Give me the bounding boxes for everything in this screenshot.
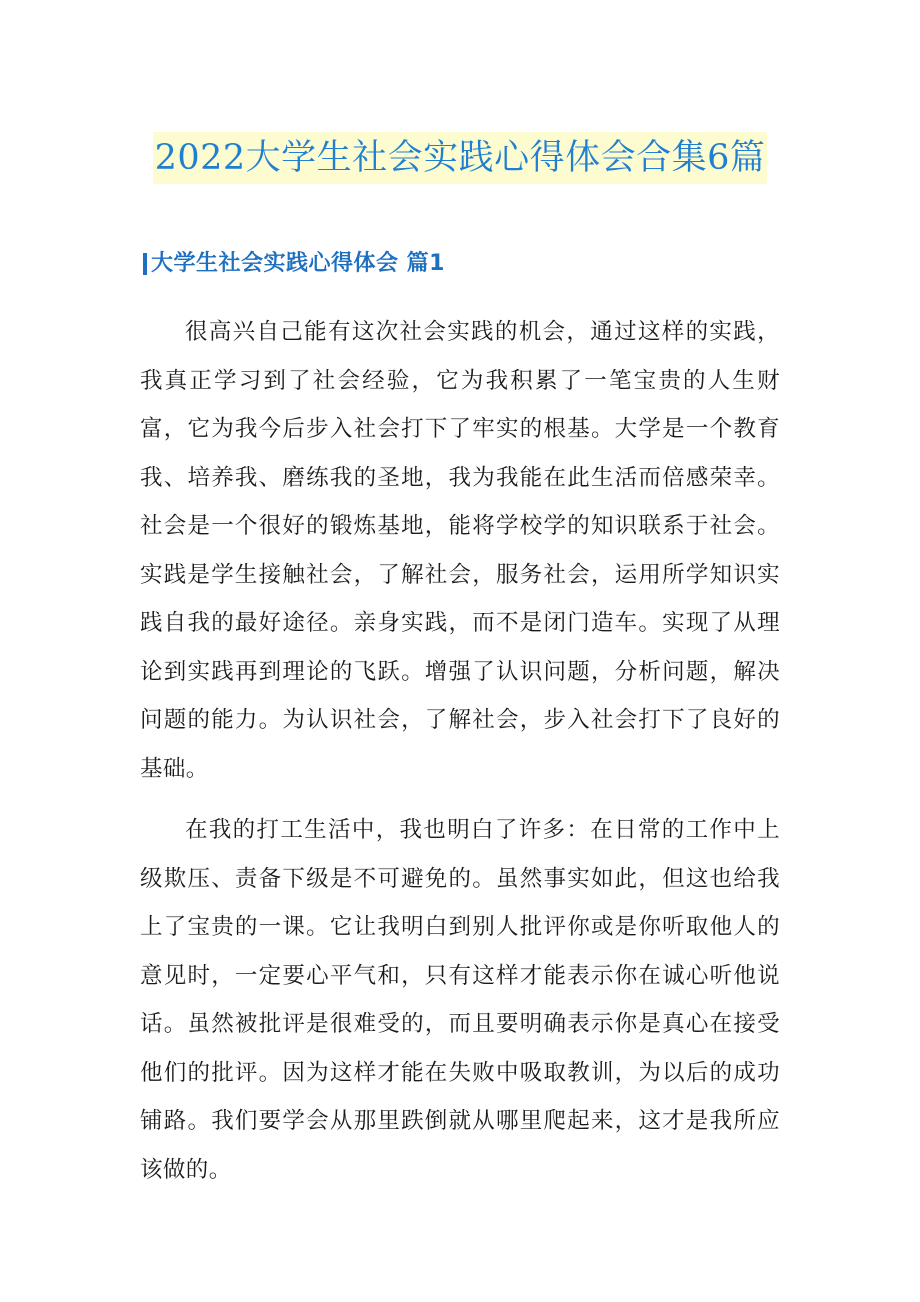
section-heading-text: 大学生社会实践心得体会 篇1 [151,251,445,276]
document-title: 2022大学生社会实践心得体会合集6篇 [153,132,768,184]
section-heading [143,247,445,281]
title-container [0,132,920,184]
body-paragraph-1: 很高兴自己能有这次社会实践的机会，通过这样的实践，我真正学习到了社会经验，它为我积累了一笔宝贵的人生财富，它为我今后步入社会打下了牢实的根基。大学是一个教育我、培养我、磨练我的圣地，我为我能在此生活而倍感荣幸。社会是一个很好的锻炼基地，能将学校学的知识联系于社会。实践是学生接触社会，了解社会，服务社会，运用所学知识实践自我的最好途径。亲身实践，而不是闭门造车。实现了从理论到实践再到理论的飞跃。增强了认识问题，分析问题，解决问题的能力。为认识社会，了解社会，步入社会打下了良好的基础。 [140,319,780,782]
body-paragraph-2: 在我的打工生活中，我也明白了许多：在日常的工作中上级欺压、责备下级是不可避免的。虽然事实如此，但这也给我上了宝贵的一课。它让我明白到别人批评你或是你听取他人的意见时，一定要心平气和，只有这样才能表示你在诚心听他说话。虽然被批评是很难受的，而且要明确表示你是真心在接受他们的批评。因为这样才能在失败中吸取教训，为以后的成功铺路。我们要学会从那里跌倒就从哪里爬起来，这才是我所应该做的。 [140,817,780,1183]
heading-marker-bar [143,253,147,275]
